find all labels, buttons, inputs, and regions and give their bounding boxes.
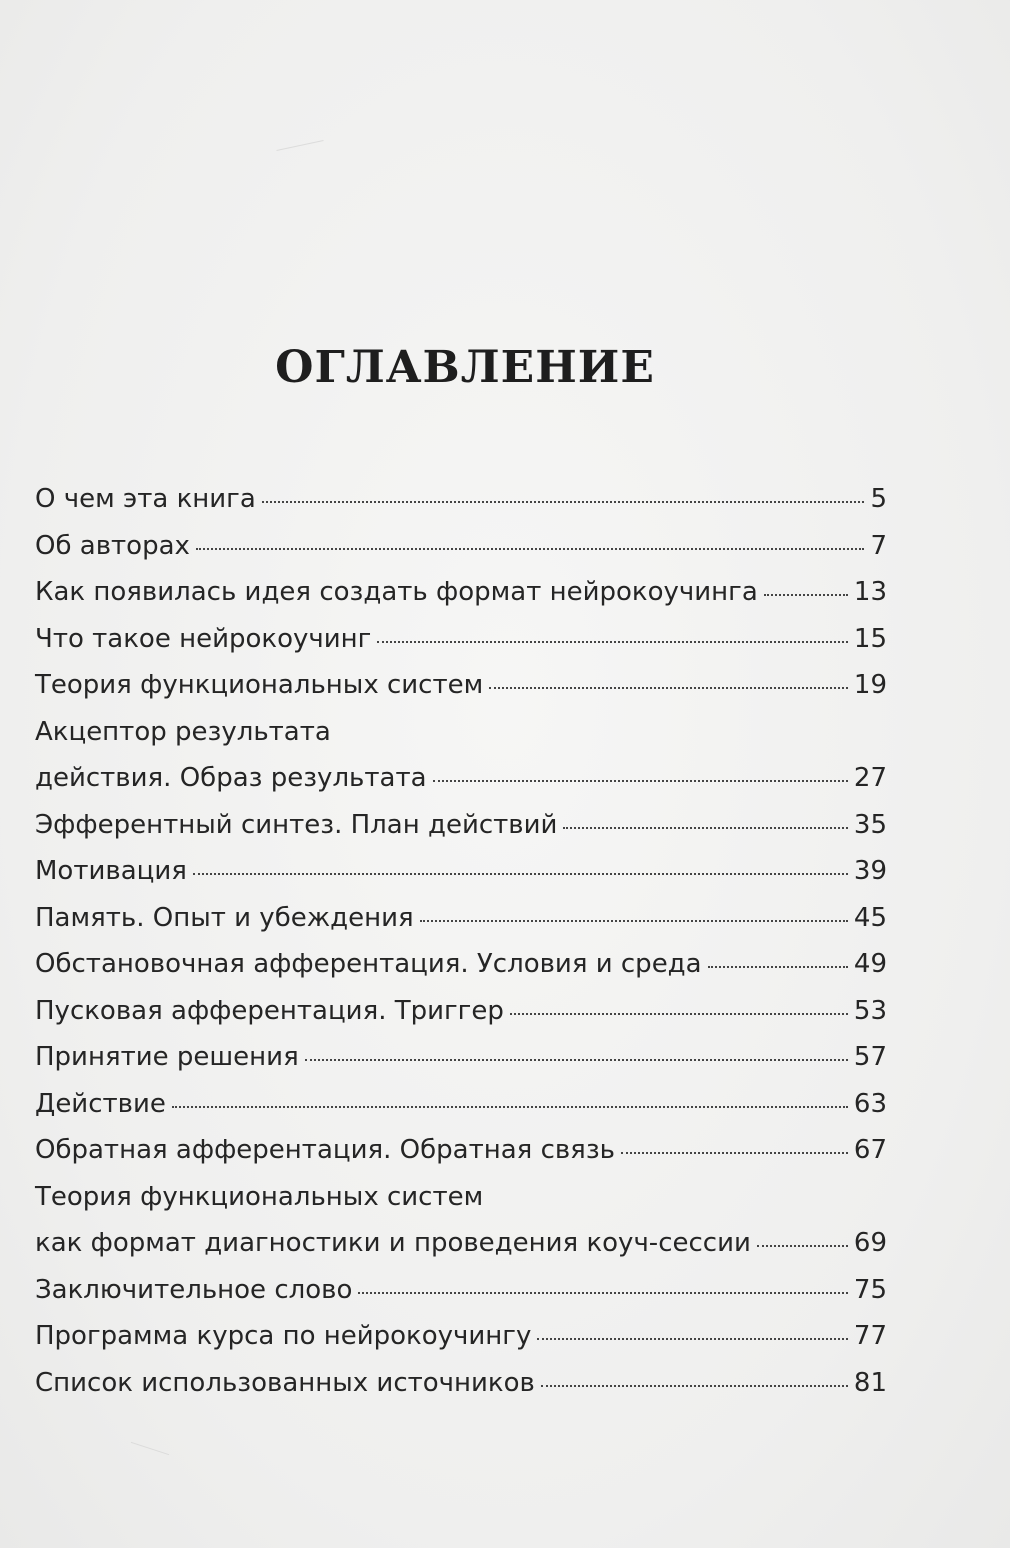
- toc-entry-line: [35, 523, 887, 570]
- dot-leader: [541, 1385, 848, 1387]
- toc-entry: [35, 1081, 887, 1128]
- toc-page-number: 53: [853, 995, 887, 1026]
- toc-page-number: 77: [853, 1321, 887, 1351]
- toc-entry-title: Пусковая афферентация. Триггер: [35, 995, 504, 1026]
- toc-entry-title: Список использованных источников: [35, 1367, 535, 1398]
- paper-mark: [131, 1442, 169, 1455]
- toc-entry: [35, 523, 887, 570]
- toc-entry-title: Теория функциональных систем: [35, 1181, 484, 1212]
- toc-entry: [35, 941, 887, 988]
- toc-entry-line: [35, 802, 887, 849]
- toc-page-number: 75: [853, 1274, 887, 1305]
- toc-entry-title: Заключительное слово: [35, 1274, 353, 1305]
- toc-entry: [35, 988, 887, 1035]
- toc-entry-title: Об авторах: [35, 530, 190, 561]
- dot-leader: [537, 1338, 848, 1340]
- toc-entry-line: [35, 1267, 887, 1314]
- toc-page-number: 15: [853, 623, 887, 654]
- toc-entry-title: Мотивация: [35, 856, 187, 886]
- toc-page-number: 13: [853, 577, 887, 607]
- dot-leader: [510, 1013, 848, 1015]
- dot-leader: [172, 1106, 848, 1108]
- toc-entry-line: [35, 569, 887, 616]
- toc-entry-line: [35, 1127, 887, 1174]
- toc-entry-line: [35, 988, 887, 1035]
- dot-leader: [358, 1292, 848, 1294]
- toc-entry: [35, 476, 887, 523]
- toc-page-number: 81: [853, 1367, 887, 1398]
- paper-mark: [276, 140, 323, 151]
- dot-leader: [764, 594, 848, 596]
- toc-entry-title: О чем эта книга: [35, 484, 256, 514]
- toc-entry-line: [35, 1220, 887, 1267]
- toc-entry-title: Память. Опыт и убеждения: [35, 902, 414, 933]
- toc-entry: [35, 709, 887, 802]
- dot-leader: [377, 641, 848, 643]
- toc-page-number: 45: [853, 902, 887, 933]
- toc-page-number: 27: [853, 763, 887, 793]
- toc-page-number: 49: [853, 949, 887, 979]
- toc-page-number: 19: [853, 670, 887, 700]
- toc-entry: [35, 1034, 887, 1081]
- toc-entry-title: Обстановочная афферентация. Условия и среда: [35, 949, 702, 979]
- toc-entry: [35, 1360, 887, 1407]
- toc-page-number: 5: [870, 484, 887, 514]
- toc-entry-line: [35, 476, 887, 523]
- toc-page-number: 7: [870, 530, 887, 561]
- toc-entry-line: [35, 1360, 887, 1407]
- toc-entry: [35, 616, 887, 663]
- toc-entry-line: [35, 755, 887, 802]
- toc-entry: [35, 1267, 887, 1314]
- toc-entry-line: [35, 895, 887, 942]
- toc-page-number: 67: [853, 1135, 887, 1165]
- toc-page-number: 69: [853, 1228, 887, 1258]
- dot-leader: [708, 966, 848, 968]
- toc-entry-title: Как появилась идея создать формат нейрокоучинга: [35, 577, 758, 607]
- toc-entry: [35, 895, 887, 942]
- toc-entry-title: как формат диагностики и проведения коуч-сессии: [35, 1228, 751, 1258]
- dot-leader: [196, 548, 865, 550]
- page-title: ОГЛАВЛЕНИЕ: [275, 342, 655, 393]
- toc-entry-line: [35, 1034, 887, 1081]
- dot-leader: [420, 920, 848, 922]
- dot-leader: [563, 827, 847, 829]
- toc-entry: [35, 662, 887, 709]
- toc-entry-line: [35, 1313, 887, 1360]
- toc-entry-title: Программа курса по нейрокоучингу: [35, 1321, 532, 1351]
- toc-entry-title: Акцептор результата: [35, 716, 331, 747]
- dot-leader: [262, 501, 865, 503]
- toc-entry-line: [35, 616, 887, 663]
- toc-entry-title: Эфферентный синтез. План действий: [35, 809, 558, 840]
- toc-entry: [35, 1313, 887, 1360]
- toc-page-number: 63: [853, 1088, 887, 1119]
- toc-page-number: 35: [853, 809, 887, 840]
- toc-entry-line: [35, 662, 887, 709]
- dot-leader: [193, 873, 848, 875]
- toc-entry-title: Что такое нейрокоучинг: [35, 623, 372, 654]
- toc-entry: [35, 848, 887, 895]
- toc-entry-title: Обратная афферентация. Обратная связь: [35, 1135, 615, 1165]
- dot-leader: [621, 1152, 848, 1154]
- toc-page-number: 57: [853, 1042, 887, 1072]
- toc-entry-title: действия. Образ результата: [35, 763, 427, 793]
- toc-entry: [35, 802, 887, 849]
- dot-leader: [489, 687, 848, 689]
- dot-leader: [305, 1059, 848, 1061]
- toc-entry-line: [35, 941, 887, 988]
- table-of-contents: [35, 476, 887, 1406]
- toc-page-number: 39: [853, 856, 887, 886]
- toc-entry-title: Действие: [35, 1088, 166, 1119]
- toc-entry: [35, 1174, 887, 1267]
- toc-entry-line-continued: [35, 1174, 887, 1221]
- toc-entry-title: Теория функциональных систем: [35, 670, 484, 700]
- toc-entry: [35, 569, 887, 616]
- toc-entry-line-continued: [35, 709, 887, 756]
- dot-leader: [433, 780, 848, 782]
- toc-entry-line: [35, 1081, 887, 1128]
- toc-entry: [35, 1127, 887, 1174]
- toc-entry-line: [35, 848, 887, 895]
- toc-entry-title: Принятие решения: [35, 1042, 299, 1072]
- dot-leader: [757, 1245, 848, 1247]
